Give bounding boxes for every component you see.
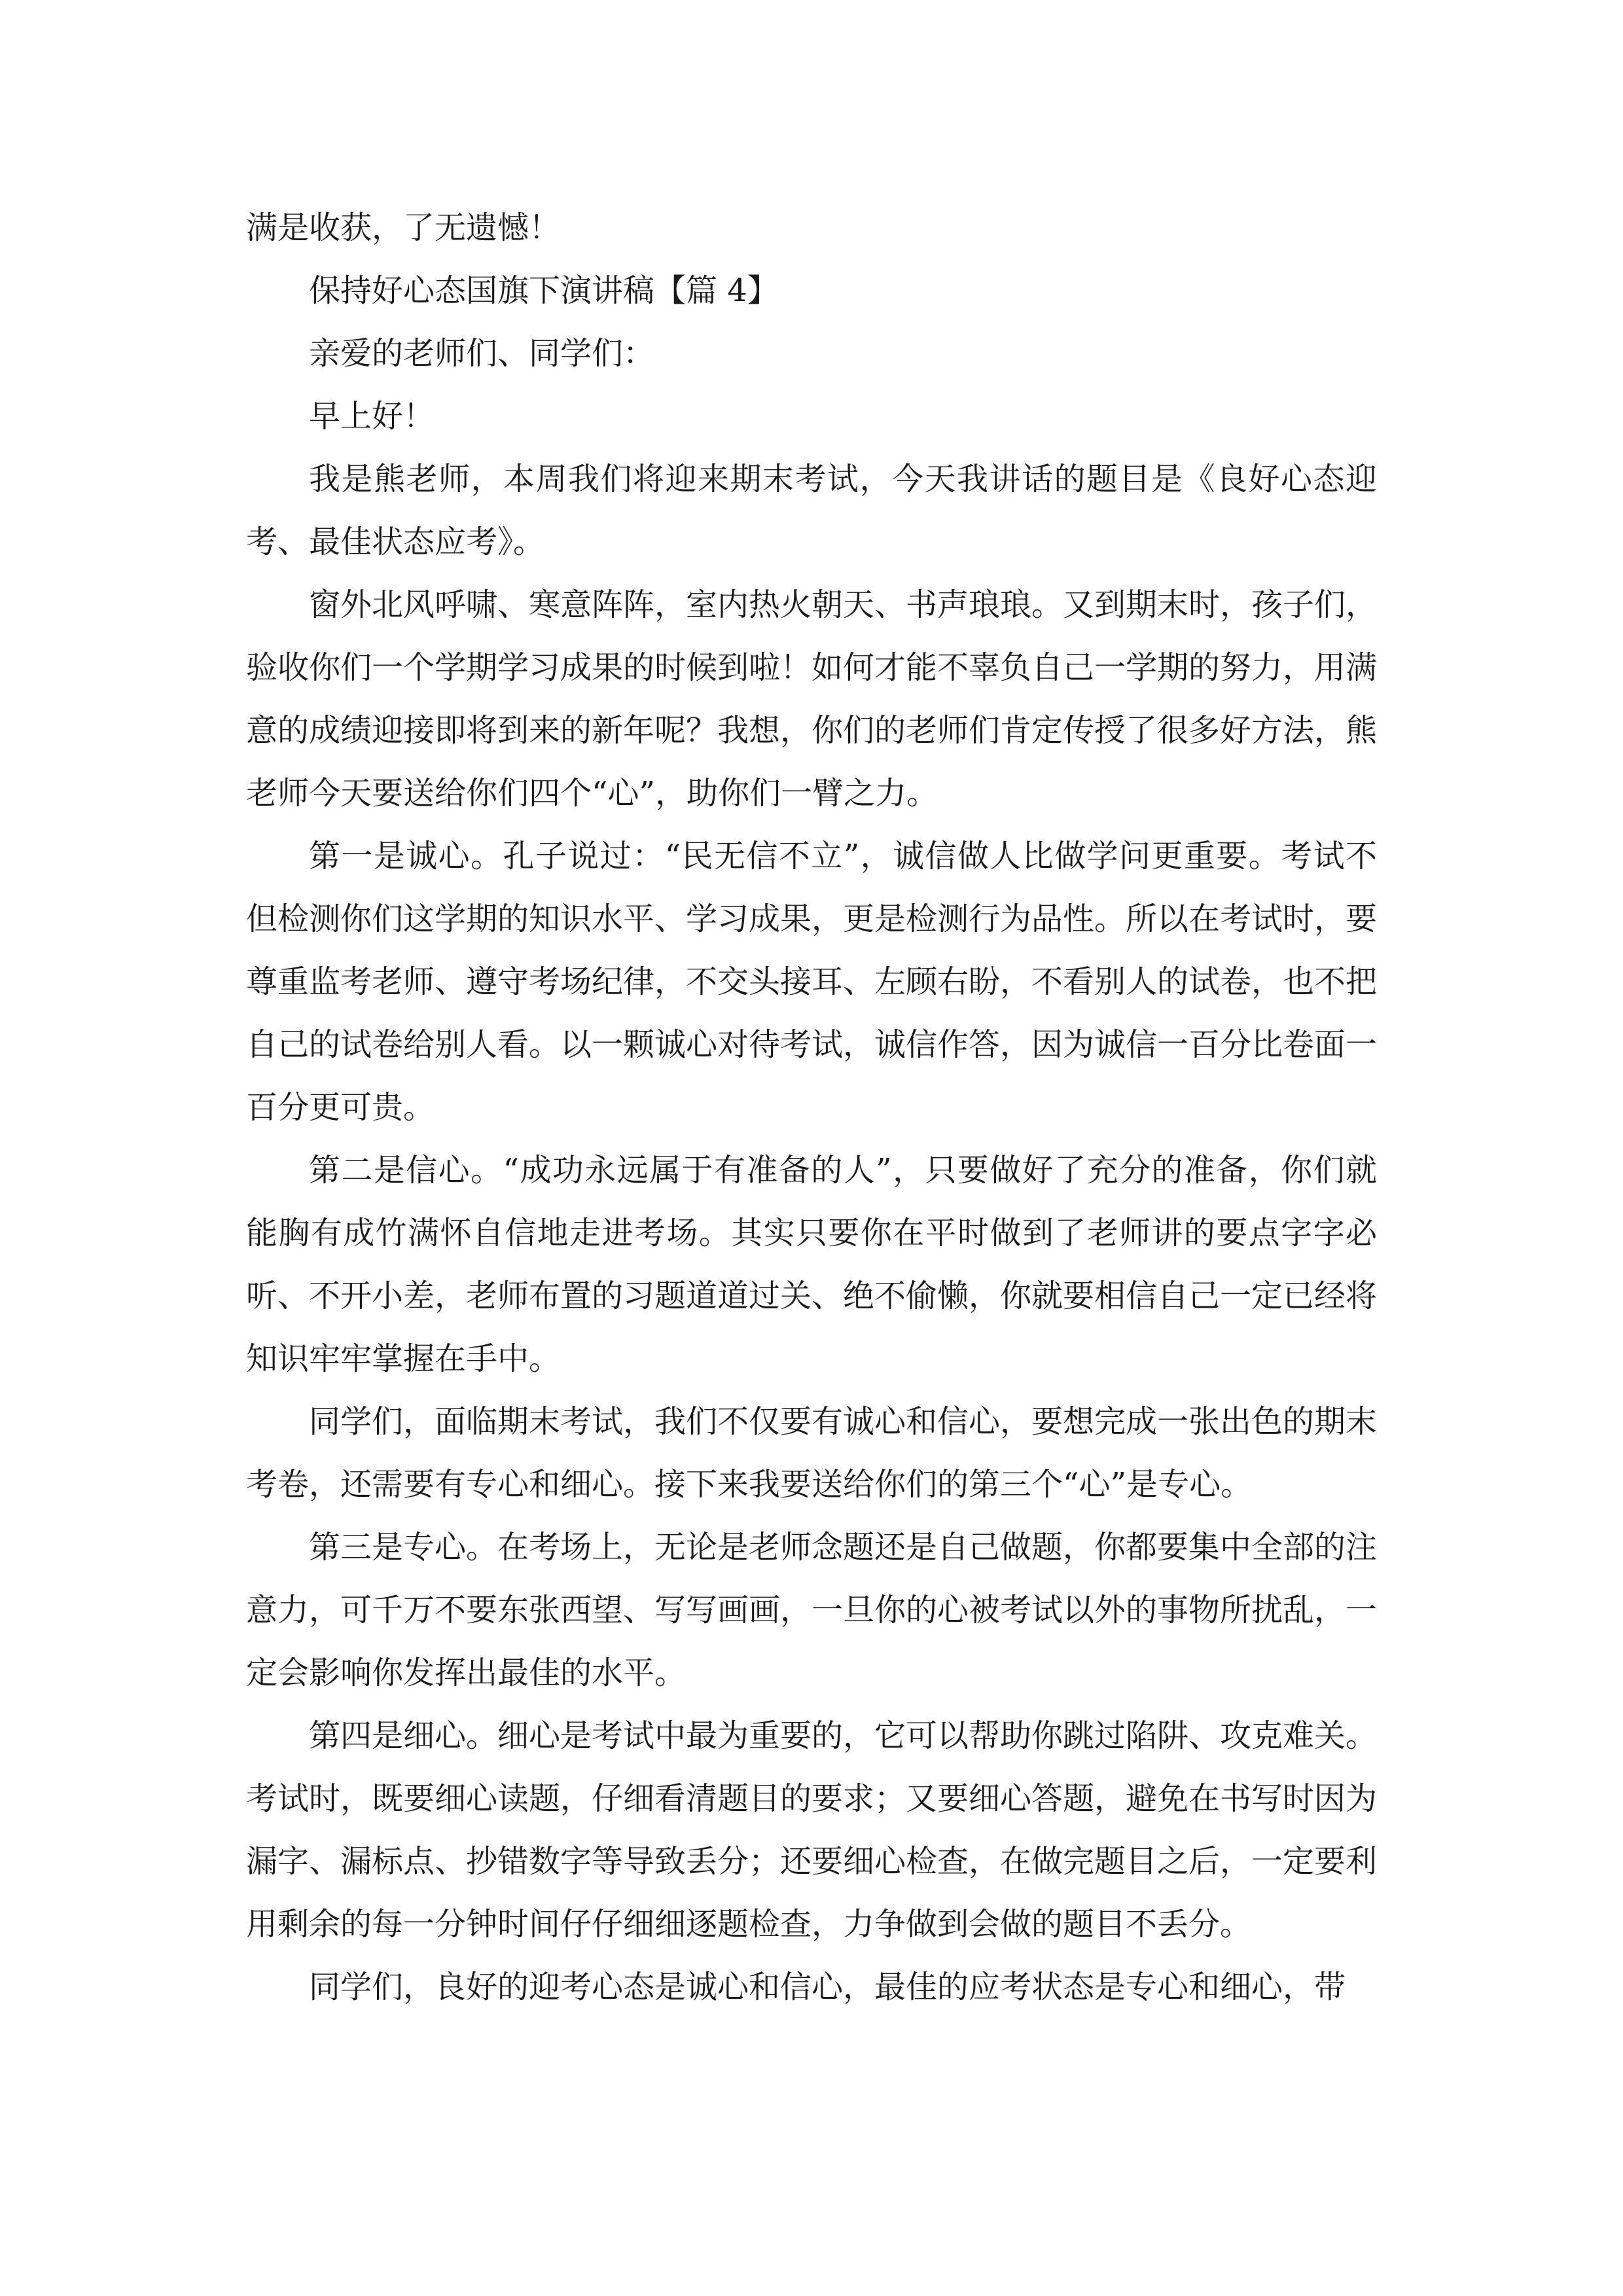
paragraph-intro: 我是熊老师，本周我们将迎来期末考试，今天我讲话的题目是《良好心态迎考、最佳状态应考》。 <box>246 461 1377 560</box>
paragraph-conclusion-start: 同学们，良好的迎考心态是诚心和信心，最佳的应考状态是专心和细心，带 <box>309 1969 1346 2005</box>
section-title: 保持好心态国旗下演讲稿【篇 4】 <box>309 272 779 309</box>
paragraph-transition: 同学们，面临期末考试，我们不仅要有诚心和信心，要想完成一张出色的期末考卷，还需要有专心和细心。接下来我要送给你们的第三个“心”是专心。 <box>246 1403 1378 1503</box>
greeting: 早上好！ <box>309 398 435 435</box>
paragraph-closing-line: 满是收获，了无遗憾！ <box>246 209 561 246</box>
paragraph-context: 窗外北风呼啸、寒意阵阵，室内热火朝天、书声琅琅。又到期末时，孩子们，验收你们一个学期学习成果的时候到啦！如何才能不辜负自己一学期的努力，用满意的成绩迎接即将到来的新年呢？我想，你们的老师们肯定传授了很多好方法，熊老师今天要送给你们四个“心”，助你们一臂之力。 <box>246 586 1378 812</box>
paragraph-confidence: 第二是信心。“成功永远属于有准备的人”，只要做好了充分的准备，你们就能胸有成竹满怀自信地走进考场。其实只要你在平时做到了老师讲的要点字字必听、不开小差，老师布置的习题道道过关、绝不偷懒，你就要相信自己一定已经将知识牢牢掌握在手中。 <box>246 1152 1378 1377</box>
salutation: 亲爱的老师们、同学们： <box>309 335 655 372</box>
paragraph-carefulness: 第四是细心。细心是考试中最为重要的，它可以帮助你跳过陷阱、攻克难关。考试时，既要细心读题，仔细看清题目的要求；又要细心答题，避免在书写时因为漏字、漏标点、抄错数字等导致丢分；还要细心检查，在做完题目之后，一定要利用剩余的每一分钟时间仔仔细细逐题检查，力争做到会做的题目不丢分。 <box>246 1717 1378 1943</box>
paragraph-sincerity: 第一是诚心。孔子说过：“民无信不立”，诚信做人比做学问更重要。考试不但检测你们这学期的知识水平、学习成果，更是检测行为品性。所以在考试时，要尊重监考老师、遵守考场纪律，不交头接耳、左顾右盼，不看别人的试卷，也不把自己的试卷给别人看。以一颗诚心对待考试，诚信作答，因为诚信一百分比卷面一百分更可贵。 <box>246 838 1378 1126</box>
document-body <box>246 196 1377 2018</box>
paragraph-focus: 第三是专心。在考场上，无论是老师念题还是自己做题，你都要集中全部的注意力，可千万不要东张西望、写写画画，一旦你的心被考试以外的事物所扰乱，一定会影响你发挥出最佳的水平。 <box>246 1529 1378 1691</box>
